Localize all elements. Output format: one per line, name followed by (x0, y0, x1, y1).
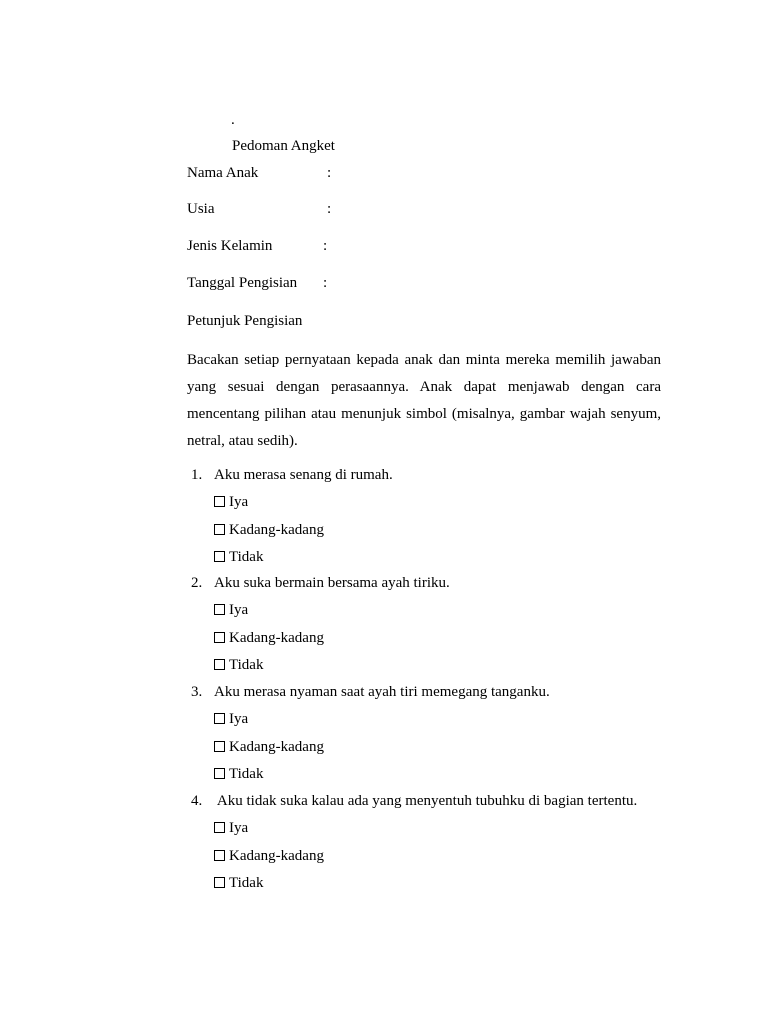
answer-option-iya[interactable] (214, 819, 248, 837)
answer-option-kadang-kadang[interactable] (214, 738, 324, 756)
checkbox-icon[interactable] (214, 768, 225, 779)
answer-option-label: Iya (229, 820, 249, 836)
answer-option-label: Iya (229, 711, 249, 727)
answer-option-kadang-kadang[interactable] (214, 521, 324, 539)
checkbox-icon[interactable] (214, 659, 225, 670)
checkbox-icon[interactable] (214, 632, 225, 643)
answer-option-label: Kadang-kadang (229, 522, 324, 538)
answer-option-label: Iya (229, 602, 249, 618)
answer-option-tidak[interactable] (214, 656, 263, 674)
checkbox-icon[interactable] (214, 604, 225, 615)
field-colon-nama-anak: : (327, 165, 332, 181)
field-label-tanggal-pengisian: Tanggal Pengisian (187, 275, 298, 291)
answer-option-tidak[interactable] (214, 874, 263, 892)
instructions-body: Bacakan setiap pernyataan kepada anak dan minta mereka memilih jawaban yang sesuai dengan perasaannya. Anak dapat menjawab dengan cara mencentang pilihan atau menunjuk simbol (misalnya, gambar wajah senyum, netral, atau sedih). (187, 352, 661, 449)
checkbox-icon[interactable] (214, 524, 225, 535)
question-text: Aku suka bermain bersama ayah tiriku. (214, 575, 450, 591)
answer-option-label: Kadang-kadang (229, 848, 324, 864)
answer-option-label: Kadang-kadang (229, 630, 324, 646)
answer-option-label: Tidak (229, 657, 264, 673)
checkbox-icon[interactable] (214, 822, 225, 833)
checkbox-icon[interactable] (214, 551, 225, 562)
answer-option-tidak[interactable] (214, 548, 263, 566)
answer-option-label: Kadang-kadang (229, 739, 324, 755)
field-label-nama-anak: Nama Anak (187, 165, 259, 181)
question-text: Aku merasa senang di rumah. (214, 467, 393, 483)
question-number: 1. (191, 467, 203, 483)
answer-option-label: Iya (229, 494, 249, 510)
checkbox-icon[interactable] (214, 850, 225, 861)
leading-dot: . (231, 112, 235, 128)
answer-option-label: Tidak (229, 766, 264, 782)
question-text: Aku merasa nyaman saat ayah tiri memegang tanganku. (214, 684, 550, 700)
answer-option-label: Tidak (229, 549, 264, 565)
answer-option-kadang-kadang[interactable] (214, 847, 324, 865)
checkbox-icon[interactable] (214, 713, 225, 724)
question-number: 4. (191, 793, 203, 809)
field-colon-jenis-kelamin: : (323, 238, 328, 254)
answer-option-kadang-kadang[interactable] (214, 629, 324, 647)
field-label-usia: Usia (187, 201, 215, 217)
field-colon-usia: : (327, 201, 332, 217)
instructions-heading: Petunjuk Pengisian (187, 313, 303, 329)
answer-option-iya[interactable] (214, 601, 248, 619)
checkbox-icon[interactable] (214, 741, 225, 752)
answer-option-iya[interactable] (214, 493, 248, 511)
answer-option-label: Tidak (229, 875, 264, 891)
question-text: Aku tidak suka kalau ada yang menyentuh tubuhku di bagian tertentu. (214, 793, 638, 809)
document-title: Pedoman Angket (232, 138, 335, 154)
field-label-jenis-kelamin: Jenis Kelamin (187, 238, 273, 254)
answer-option-iya[interactable] (214, 710, 248, 728)
checkbox-icon[interactable] (214, 496, 225, 507)
field-colon-tanggal-pengisian: : (323, 275, 328, 291)
answer-option-tidak[interactable] (214, 765, 263, 783)
checkbox-icon[interactable] (214, 877, 225, 888)
question-number: 3. (191, 684, 203, 700)
question-number: 2. (191, 575, 203, 591)
